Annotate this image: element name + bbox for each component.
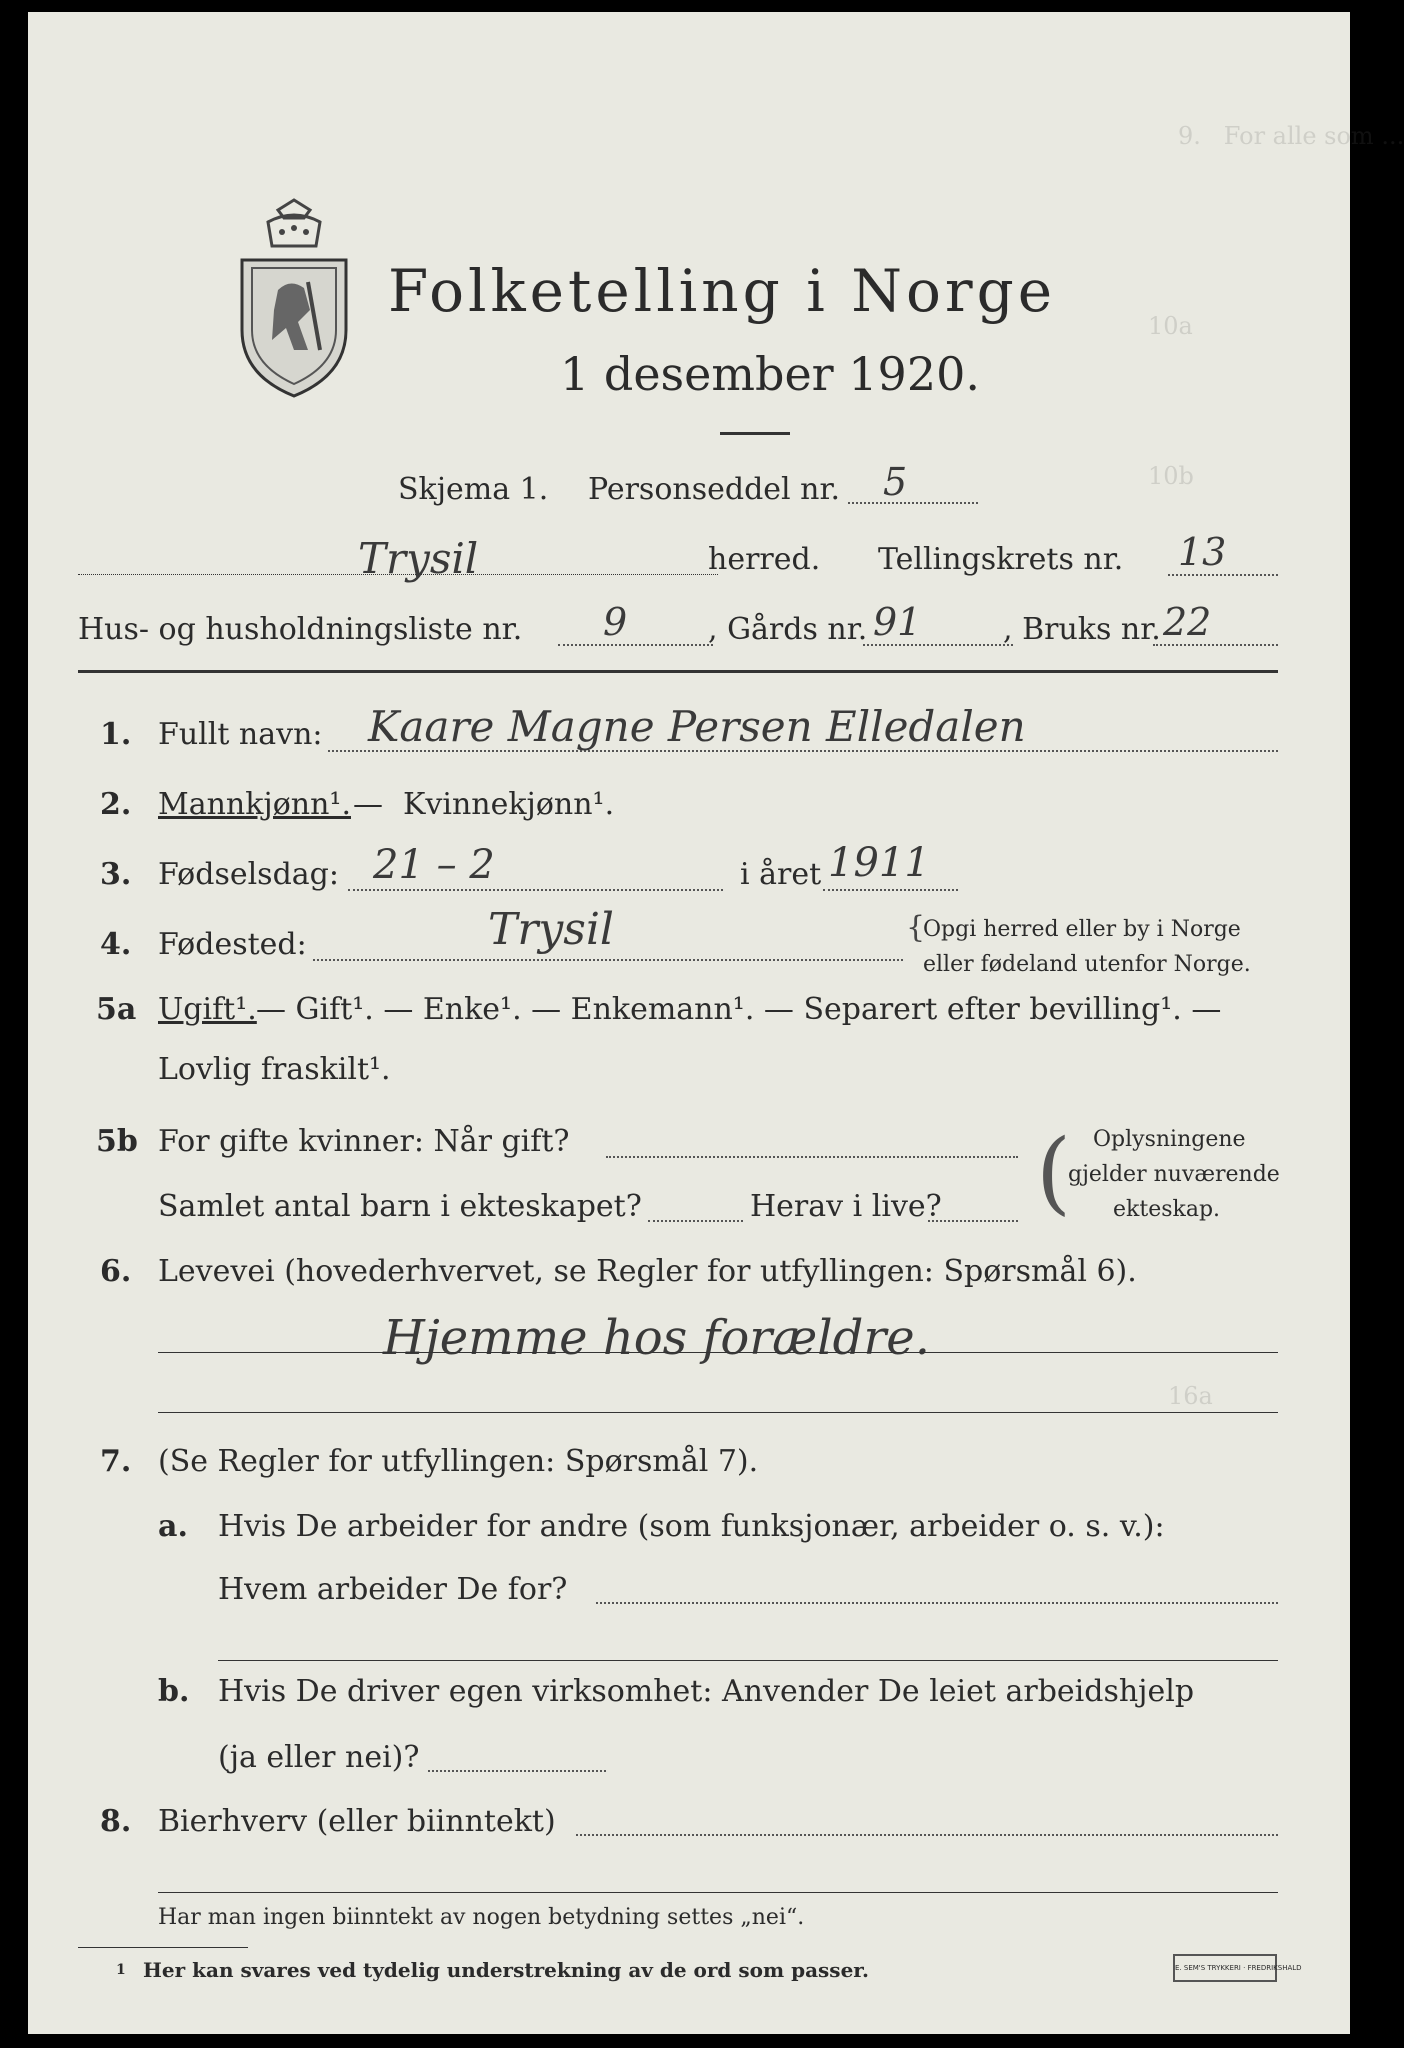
footer-note: Har man ingen biinntekt av nogen betydning settes „nei“. — [158, 1905, 805, 1930]
q2-number: 2. — [100, 787, 132, 822]
q4-number: 4. — [100, 927, 132, 962]
q4-note-line1: Opgi herred eller by i Norge — [923, 917, 1241, 942]
q3-label: Fødselsdag: — [158, 857, 339, 892]
q6-label: Levevei (hovederhvervet, se Regler for utfyllingen: Spørsmål 6). — [158, 1254, 1137, 1289]
q5b-number: 5b — [96, 1124, 138, 1159]
mannkjonn-option: Mannkjønn¹. — [158, 787, 351, 822]
herred-label: herred. — [708, 542, 821, 577]
q5a-number: 5a — [96, 992, 137, 1027]
census-form: 9. For alle som ... 10a 10b 16a Folketelling i Norge 1 desember 1920. Skjema 1. Personseddel nr. 5 Trysil herred. Tellingskrets nr. 13 Hus- og husholdningsliste nr. 9 , Gårds nr. 91 , Bruks nr. 22 1. Fullt navn: Kaare Magne Persen Elledalen 2. Mannkjønn¹. — Kvinnekjønn¹. 3. Fødselsdag: 21 – 2 i året 1911 4. Fødested: Trysil { Opgi herred eller by i Norge eller fødeland utenfor Norge. 5a Ugift¹. — Gift¹. — Enke¹. — Enkemann¹. — Separert efter bevilling¹. — Lovlig fraskilt¹. 5b For gifte kvinner: Når gift? Samlet antal barn i ekteskapet? Herav i live? ( Oplysningene gjelder nuværende ekteskap. 6. Levevei (hovederhvervet, se Regler for utfyllingen: Spørsmål 6). Hjemme hos forældre. 7. (Se Regler for utfyllingen: Spørsmål 7). a. Hvis De arbeider for andre (som funksjonær, arbeider o. s. v.): Hvem arbeider De for? b. Hvis De driver egen virksomhet: Anvender De leiet arbeidshjelp (ja eller nei)? 8. Bierhverv (eller biinntekt) Har man ingen biinntekt av nogen betydning settes „nei“. 1 Her kan svares ved tydelig understrekning av de ord som passer. E. SEM'S TRYKKERI · FREDRIKSHALD — [28, 12, 1350, 2034]
coat-of-arms-icon — [238, 200, 350, 400]
q7-label: (Se Regler for utfyllingen: Spørsmål 7). — [158, 1444, 759, 1479]
section-divider — [78, 670, 1278, 673]
hus-label: Hus- og husholdningsliste nr. — [78, 612, 523, 647]
krets-label: Tellingskrets nr. — [878, 542, 1124, 577]
census-date: 1 desember 1920. — [560, 347, 980, 401]
q8-label: Bierhverv (eller biinntekt) — [158, 1804, 556, 1839]
gards-label: , Gårds nr. — [708, 612, 868, 647]
q7b-letter: b. — [158, 1674, 190, 1709]
page-title: Folketelling i Norge — [388, 257, 1057, 325]
q7a-question: Hvem arbeider De for? — [218, 1572, 568, 1607]
q5b-alive-label: Herav i live? — [750, 1189, 942, 1224]
birthday-value: 21 – 2 — [373, 842, 495, 888]
q7b-text: Hvis De driver egen virksomhet: Anvender De leiet arbeidshjelp — [218, 1674, 1195, 1709]
herred-value: Trysil — [358, 534, 479, 583]
title-rule — [720, 432, 790, 435]
q5b-note-line2: gjelder nuværende — [1068, 1162, 1280, 1187]
lovlig-fraskilt-option: Lovlig fraskilt¹. — [158, 1052, 391, 1087]
q7b-question: (ja eller nei)? — [218, 1740, 420, 1775]
skjema-label: Skjema 1. — [398, 472, 549, 507]
footnote-mark: 1 — [116, 1962, 126, 1978]
q5b-note-line1: Oplysningene — [1093, 1127, 1246, 1152]
personseddel-label: Personseddel nr. — [588, 472, 841, 507]
kvinnekjonn-option: Kvinnekjønn¹. — [403, 787, 615, 822]
q6-number: 6. — [100, 1254, 132, 1289]
occupation-value: Hjemme hos forældre. — [383, 1310, 930, 1366]
q5b-children-label: Samlet antal barn i ekteskapet? — [158, 1189, 642, 1224]
ugift-option: Ugift¹. — [158, 992, 257, 1027]
footnote-text: Her kan svares ved tydelig understrekning av de ord som passer. — [143, 1958, 869, 1982]
birthplace-value: Trysil — [488, 904, 614, 955]
q7a-text: Hvis De arbeider for andre (som funksjonær, arbeider o. s. v.): — [218, 1509, 1165, 1544]
birth-year-value: 1911 — [828, 840, 930, 886]
q5b-note-line3: ekteskap. — [1113, 1197, 1221, 1222]
marital-options: — Gift¹. — Enke¹. — Enkemann¹. — Separert efter bevilling¹. — — [256, 992, 1222, 1027]
bruks-value: 22 — [1163, 600, 1212, 644]
q2-dash: — — [353, 787, 383, 822]
printer-stamp: E. SEM'S TRYKKERI · FREDRIKSHALD — [1173, 1954, 1277, 1982]
year-label: i året — [740, 857, 822, 892]
hus-value: 9 — [603, 600, 628, 644]
krets-value: 13 — [1178, 530, 1227, 574]
bruks-label: , Bruks nr. — [1003, 612, 1161, 647]
q7-number: 7. — [100, 1444, 132, 1479]
q3-number: 3. — [100, 857, 132, 892]
q5b-line1: For gifte kvinner: Når gift? — [158, 1124, 570, 1159]
q4-note-line2: eller fødeland utenfor Norge. — [923, 952, 1251, 977]
q1-number: 1. — [100, 717, 132, 752]
q4-label: Fødested: — [158, 927, 307, 962]
personseddel-value: 5 — [883, 460, 908, 504]
full-name-value: Kaare Magne Persen Elledalen — [368, 702, 1026, 751]
q1-label: Fullt navn: — [158, 717, 323, 752]
q8-number: 8. — [100, 1804, 132, 1839]
gards-value: 91 — [873, 600, 922, 644]
q7a-letter: a. — [158, 1509, 188, 1544]
